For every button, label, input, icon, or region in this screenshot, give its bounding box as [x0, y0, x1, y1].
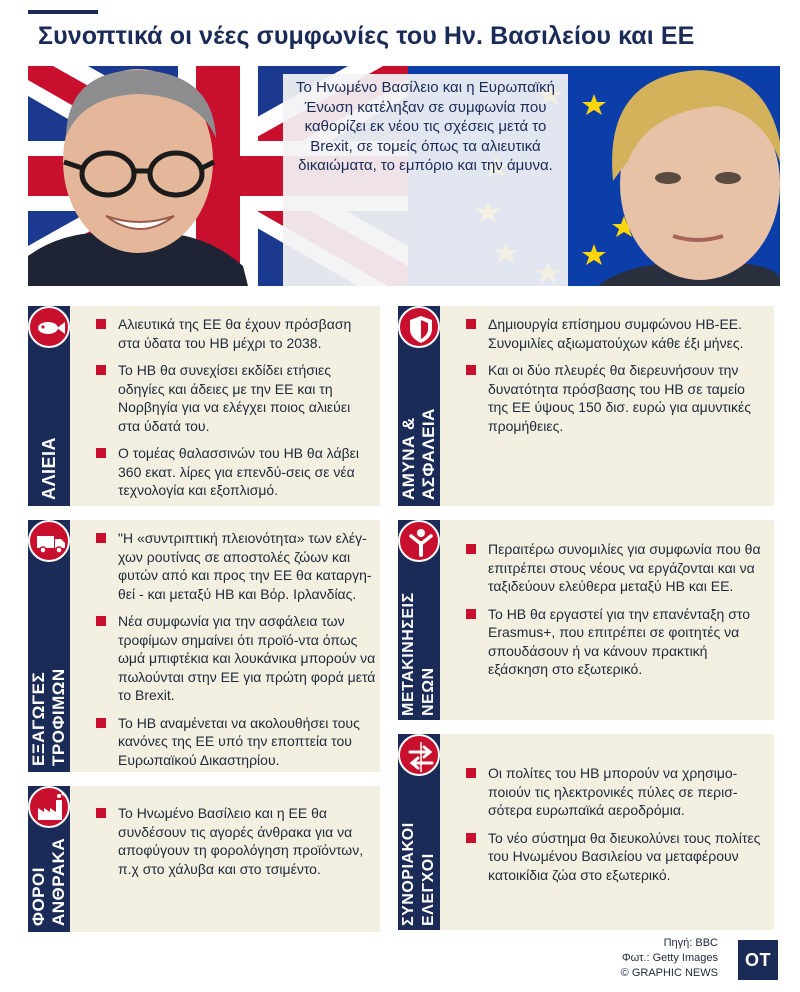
photo-credit: Φωτ.: Getty Images	[621, 952, 718, 964]
bullet-marker	[466, 365, 476, 375]
bullet-marker	[466, 609, 476, 619]
list-item: Δημιουργία επίσημου συμφώνου ΗΒ-ΕΕ. Συνομιλίες αξιωματούχων κάθε έξι μήνες.	[466, 315, 752, 352]
list-item: "Η «συντριπτική πλειονότητα» των ελέγ-χων ρουτίνας σε αποστολές ζώων και φυτών από και προς την ΕΕ θα καταργη-θεί - και μεταξύ ΗΒ και Βόρ. Ιρλανδίας.	[96, 529, 378, 603]
bullet-marker	[96, 808, 106, 818]
youth-badge	[398, 520, 440, 562]
list-item: Το Ηνωμένο Βασίλειο και η ΕΕ θα συνδέσουν τις αγορές άνθρακα για να αποφύγουν τη φορολόγηση προϊόντων, π.χ στο χάλυβα και στο τσιμέντο.	[96, 804, 366, 878]
hero-banner	[28, 66, 780, 286]
publisher-logo[interactable]: OT	[738, 940, 778, 980]
border-section-label: ΣΥΝΟΡΙΑΚΟΙ ΕΛΕΓΧΟΙ	[400, 822, 437, 926]
list-item: Το ΗΒ θα συνεχίσει εκδίδει ετήσιες οδηγίες και άδειες με την ΕΕ και τη Νορβηγία για να ελέγχει ποιος αλιεύει στα ύδατά του.	[96, 361, 374, 435]
page-title: Συνοπτικά οι νέες συμφωνίες του Ην. Βασιλείου και ΕΕ	[38, 22, 695, 50]
youth-bullets	[466, 540, 766, 688]
border-badge	[398, 734, 440, 776]
fishing-bullets	[96, 315, 374, 509]
list-item: Αλιευτικά της ΕΕ θα έχουν πρόσβαση στα ύδατα του ΗΒ μέχρι το 2038.	[96, 315, 374, 352]
bullet-marker	[96, 448, 106, 458]
bullet-marker	[96, 319, 106, 329]
food-bullets	[96, 529, 378, 778]
hero-summary-text: Το Ηνωμένο Βασίλειο και η Ευρωπαϊκή Ένωση κατέληξαν σε συμφωνία που καθορίζει εκ νέου τις σχέσεις μετά το Brexit, σε τομείς όπως τα αλιευτικά δικαιώματα, το εμπόριο και την άμυνα.	[283, 74, 568, 286]
list-item: Το ΗΒ αναμένεται να ακολουθήσει τους κανόνες της ΕΕ υπό την εποπτεία του Ευρωπαϊκού Δικαστηρίου.	[96, 714, 378, 770]
truck-icon	[30, 522, 72, 564]
defence-bullets	[466, 315, 752, 444]
youth-section-label: ΜΕΤΑΚΙΝΗΣΕΙΣ ΝΕΩΝ	[400, 592, 437, 716]
fishing-section-label: ΑΛΙΕΙΑ	[39, 436, 59, 500]
bullet-marker	[466, 319, 476, 329]
carbon-badge	[28, 786, 70, 828]
list-item: Το ΗΒ θα εργαστεί για την επανένταξη στο Erasmus+, που επιτρέπει σε φοιτητές να σπουδάσουν ή να κάνουν πρακτική εξάσκηση στο εξωτερικό.	[466, 605, 766, 679]
transfer-arrows-icon	[400, 736, 442, 778]
bullet-marker	[96, 616, 106, 626]
food-section-label: ΕΞΑΓΩΓΕΣ ΤΡΟΦΙΜΩΝ	[29, 668, 68, 766]
fish-icon	[30, 308, 72, 350]
bullet-marker	[96, 533, 106, 543]
fishing-badge	[28, 306, 70, 348]
title-accent-rule	[28, 10, 98, 14]
list-item: Νέα συμφωνία για την ασφάλεια των τροφίμων σημαίνει ότι προϊό-ντα όπως ωμά μπιφτέκια και λουκάνικα μπορούν να πωλούνται στην ΕΕ για πρώτη φορά μετά το Brexit.	[96, 612, 378, 705]
list-item: Ο τομέας θαλασσινών του ΗΒ θα λάβει 360 εκατ. λίρες για επενδύ-σεις σε νέα τεχνολογία και εξοπλισμό.	[96, 444, 374, 500]
list-item: Και οι δύο πλευρές θα διερευνήσουν την δυνατότητα πρόσβασης του ΗΒ σε ταμείο της ΕΕ ύψους 150 δισ. ευρώ για αμυντικές προμήθειες.	[466, 361, 752, 435]
list-item: Το νέο σύστημα θα διευκολύνει τους πολίτες του Ηνωμένου Βασιλείου να μεταφέρουν κατοικίδια ζώα στο εξωτερικό.	[466, 829, 766, 885]
defence-section-label: ΑΜΥΝΑ & ΑΣΦΑΛΕΙΑ	[399, 408, 438, 500]
carbon-section-label: ΦΟΡΟΙ ΑΝΘΡΑΚΑ	[29, 837, 68, 926]
carbon-bullets	[96, 804, 366, 887]
bullet-marker	[466, 544, 476, 554]
bullet-marker	[466, 833, 476, 843]
border-bullets	[466, 764, 766, 893]
person-icon	[400, 522, 442, 564]
bullet-marker	[96, 718, 106, 728]
bullet-marker	[96, 365, 106, 375]
list-item: Περαιτέρω συνομιλίες για συμφωνία που θα επιτρέπει στους νέους να εργάζονται και να ταξιδεύουν ελεύθερα μεταξύ ΗΒ και ΕΕ.	[466, 540, 766, 596]
source-credit: Πηγή: BBC	[663, 937, 718, 949]
copyright-credit: © GRAPHIC NEWS	[620, 967, 718, 979]
shield-icon	[400, 308, 442, 350]
defence-badge	[398, 306, 440, 348]
bullet-marker	[466, 768, 476, 778]
credits	[621, 936, 718, 981]
list-item: Οι πολίτες του ΗΒ μπορούν να χρησιμο-ποιούν τις ηλεκτρονικές πύλες σε περισ-σότερα ευρωπαϊκά αεροδρόμια.	[466, 764, 766, 820]
food-badge	[28, 520, 70, 562]
factory-icon	[30, 788, 72, 830]
